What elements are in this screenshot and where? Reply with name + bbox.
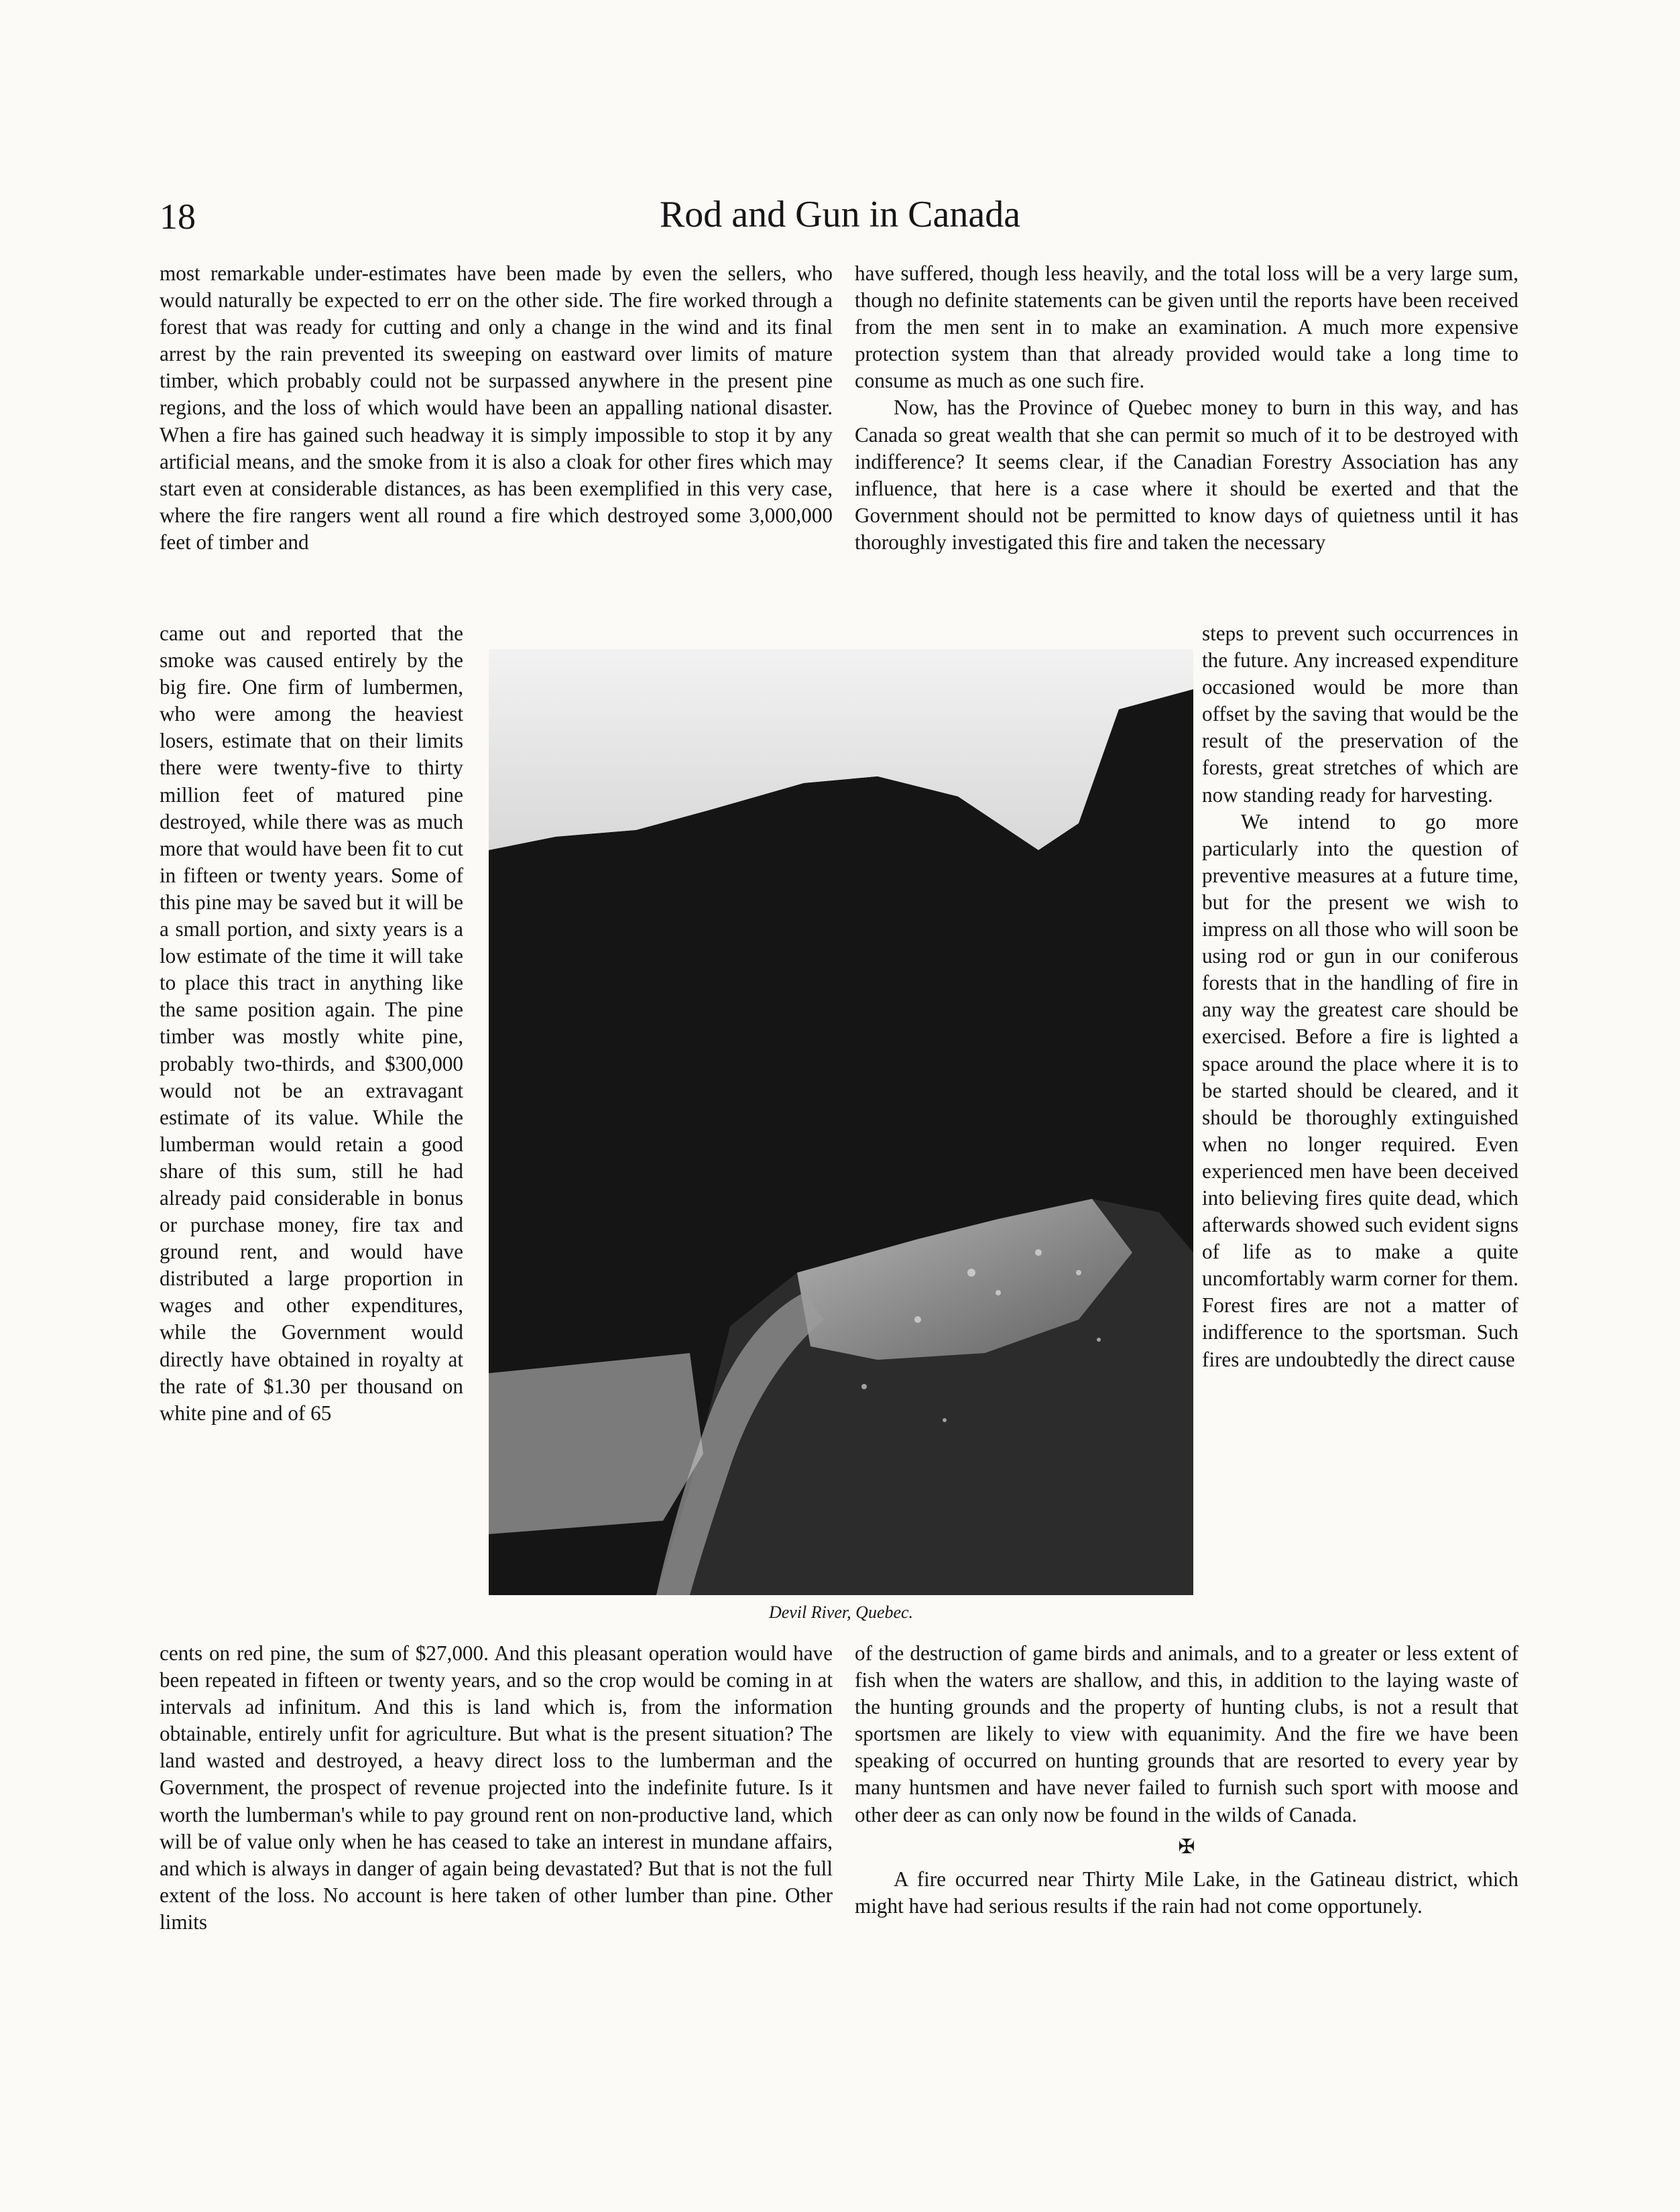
paragraph: came out and reported that the smoke was caused entirely by the big fire. One firm of lumbermen, who were among the heaviest losers, estimate that on their limits there were twenty-five to thirty million feet of matured pine destroyed, while there was as much more that would have been fit to cut in fifteen or twenty years. Some of this pine may be saved but it will be a small portion, and sixty years is a low estimate of the time it will take to place this tract in anything like the same position again. The pine timber was mostly white pine, probably two-thirds, and $300,000 would not be an extravagant estimate of its value. While the lumberman would retain a good share of this sum, still he had already paid considerable in bonus or purchase money, fire tax and ground rent, and would have distributed a large proportion in wages and other expenditures, while the Government would directly have obtained in royalty at the rate of $1.30 per thousand on white pine and of 65 xyxy=(160,622,463,1425)
column-right-wrap xyxy=(1202,620,1518,1373)
column-left-top xyxy=(160,260,833,556)
column-right-bottom xyxy=(855,1640,1518,1920)
photo xyxy=(489,649,1193,1595)
column-left-wrap xyxy=(160,620,463,1427)
page-number: 18 xyxy=(160,196,196,237)
paragraph: of the destruction of game birds and animals, and to a greater or less extent of fish when the waters are shallow, and this, in addition to the laying waste of the hunting grounds and the property of hunting clubs, is not a result that sportsmen are likely to view with equanimity. And the fire we have been speaking of occurred on hunting grounds that are resorted to every year by many huntsmen and have never failed to furnish such sport with moose and other deer as can only now be found in the wilds of Canada. xyxy=(855,1641,1518,1826)
photo-caption: Devil River, Quebec. xyxy=(768,1603,914,1622)
paragraph: Now, has the Province of Quebec money to burn in this way, and has Canada so great wealth that she can permit so much of it to be destroyed with indifference? It seems clear, if the Canadian Forestry Association has any influence, that here is a case where it should be exerted and that the Government should not be permitted to know days of quietness until it has thoroughly investigated this fire and taken the necessary xyxy=(855,396,1518,554)
paragraph: most remarkable under-estimates have been made by even the sellers, who would naturally be expected to err on the other side. The fire worked through a forest that was ready for cutting and only a change in the wind and its final arrest by the rain prevented its sweeping on eastward over limits of mature timber, which probably could not be surpassed anywhere in the present pine regions, and the loss of which would have been an appalling national disaster. When a fire has gained such headway it is simply impossible to stop it by any artificial means, and the smoke from it is also a cloak for other fires which may start even at considerable distances, as has been exemplified in this very case, where the fire rangers went all round a fire which destroyed some 3,000,000 feet of timber and xyxy=(160,261,833,554)
paragraph: have suffered, though less heavily, and the total loss will be a very large sum, though no definite statements can be given until the reports have been received from the men sent in to make an examination. A much more expensive protection system than that already provided would take a long time to consume as much as one such fire. xyxy=(855,261,1518,393)
section-ornament: ✠ xyxy=(1178,1835,1195,1858)
landscape-photo xyxy=(489,649,1193,1595)
paragraph: We intend to go more particularly into the question of preventive measures at a future time, but for the present we wish to impress on all those who will soon be using rod or gun in our coniferous forests that in the handling of fire in any way the greatest care should be exercised. Before a fire is lighted a space around the place where it is to be started should be cleared, and it should be thoroughly extinguished when no longer required. Even experienced men have been deceived into believing fires quite dead, which afterwards showed such evident signs of life as to make a quite uncomfortably warm corner for them. Forest fires are not a matter of indifference to the sportsman. Such fires are undoubtedly the direct cause xyxy=(1202,809,1518,1371)
paragraph: cents on red pine, the sum of $27,000. And this pleasant operation would have been repeated in fifteen or twenty years, and so the crop would be coming in at intervals ad infinitum. And this is land which is, from the information obtainable, entirely unfit for agriculture. But what is the present situation? The land wasted and destroyed, a heavy direct loss to the lumberman and the Government, the prospect of revenue projected into the indefinite future. Is it worth the lumberman's while to pay ground rent on non-productive land, which will be of value only when he has ceased to take an interest in mundane affairs, and which is always in danger of again being devastated? But that is not the full extent of the loss. No account is here taken of other lumber than pine. Other limits xyxy=(160,1641,833,1934)
page-title: Rod and Gun in Canada xyxy=(659,194,1021,235)
column-left-bottom xyxy=(160,1640,833,1936)
paragraph: steps to prevent such occurrences in the future. Any increased expenditure occasioned would be more than offset by the saving that would be the result of the preservation of the forests, great stretches of which are now standing ready for harvesting. xyxy=(1202,622,1518,807)
paragraph: A fire occurred near Thirty Mile Lake, in the Gatineau district, which might have had serious results if the rain had not come opportunely. xyxy=(855,1867,1518,1918)
column-right-top xyxy=(855,260,1518,556)
